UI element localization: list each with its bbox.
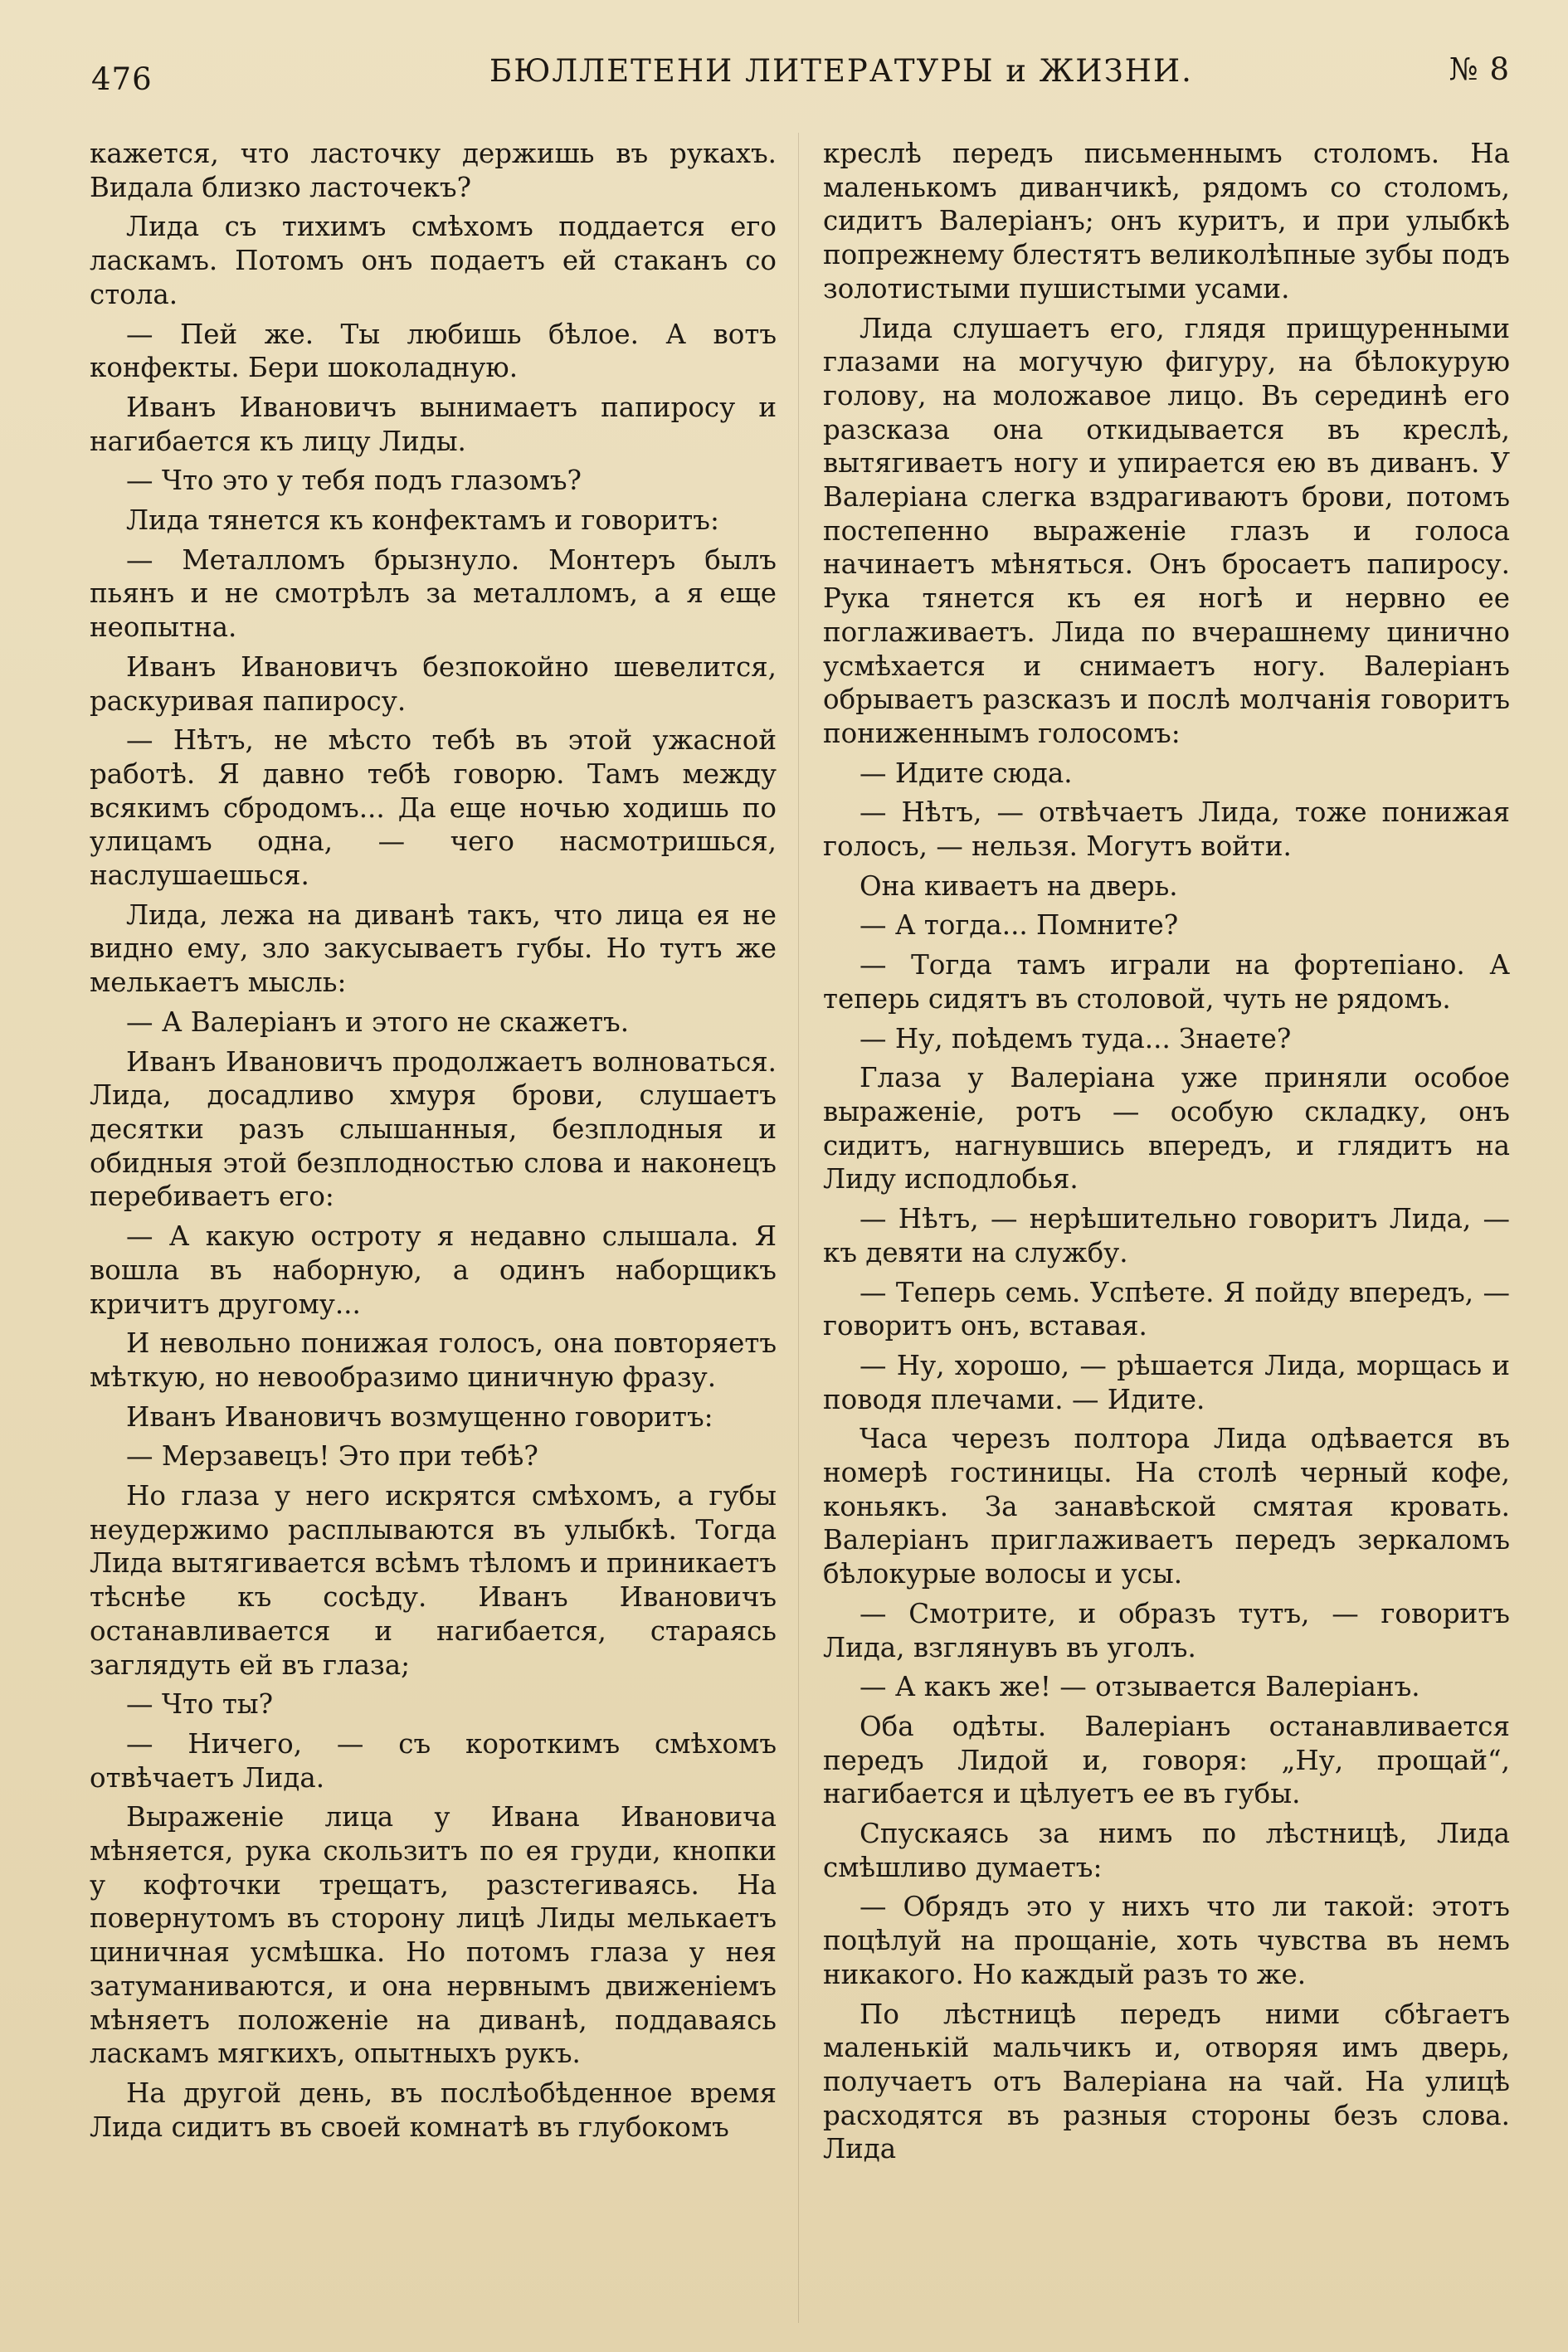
paragraph: На другой день, въ послѣобѣденное время Лида сидитъ въ своей комнатѣ въ глубокомъ <box>90 2077 777 2143</box>
paragraph: — Нѣтъ, — отвѣчаетъ Лида, тоже понижая голосъ, — нельзя. Могутъ войти. <box>823 796 1510 863</box>
paragraph: — Идите сюда. <box>859 757 1073 789</box>
paragraph: — Мерзавецъ! Это при тебѣ? <box>126 1440 538 1473</box>
paragraph: Спускаясь за нимъ по лѣстницѣ, Лида смѣшливо думаетъ: <box>823 1818 1510 1883</box>
paragraph: Лида съ тихимъ смѣхомъ поддается его ласкамъ. Потомъ онъ подаетъ ей стаканъ со стола. <box>90 211 777 310</box>
paragraph: — А тогда... Помните? <box>859 909 1179 942</box>
paragraph: Лида тянется къ конфектамъ и говоритъ: <box>126 504 719 537</box>
paragraph: — А какъ же! — отзывается Валеріанъ. <box>859 1671 1420 1703</box>
paragraph: — Нѣтъ, — нерѣшительно говоритъ Лида, — къ девяти на службу. <box>823 1203 1510 1269</box>
paragraph: креслѣ передъ письменнымъ столомъ. На маленькомъ диванчикѣ, рядомъ со столомъ, сидитъ Валеріанъ; онъ куритъ, и при улыбкѣ попрежнему блестятъ великолѣпные зубы подъ золотистыми пушистыми усами. <box>823 138 1510 304</box>
journal-title: БЮЛЛЕТЕНИ ЛИТЕРАТУРЫ и ЖИЗНИ. <box>489 53 1193 89</box>
paragraph: Но глаза у него искрятся смѣхомъ, а губы неудержимо расплываются въ улыбкѣ. Тогда Лида вытягивается всѣмъ тѣломъ и приникаетъ тѣснѣе къ сосѣду. Иванъ Ивановичъ останавливается и нагибается, стараясь заглядуть ей въ глаза; <box>90 1480 777 1681</box>
paragraph: — Теперь семь. Успѣете. Я пойду впередъ, — говоритъ онъ, вставая. <box>823 1276 1510 1342</box>
paragraph: Лида слушаетъ его, глядя прищуренными глазами на могучую фигуру, на бѣлокурую голову, на моложавое лицо. Въ серединѣ его разсказа она откидывается въ креслѣ, вытягиваетъ ногу и упирается ею въ диванъ. У Валеріана слегка вздрагиваютъ брови, потомъ постепенно выраженіе глазъ и голоса начинаетъ мѣняться. Онъ бросаетъ папиросу. Рука тянется къ ея ногѣ и нервно ее поглаживаетъ. Лида по вчерашнему цинично усмѣхается и снимаетъ ногу. Валеріанъ обрываетъ разсказъ и послѣ молчанія говоритъ пониженнымъ голосомъ: <box>823 312 1510 749</box>
paragraph: — Обрядъ это у нихъ что ли такой: этотъ поцѣлуй на прощаніе, хоть чувства въ немъ никакого. Но каждый разъ то же. <box>823 1891 1510 1990</box>
paragraph: — Ничего, — съ короткимъ смѣхомъ отвѣчаетъ Лида. <box>90 1727 777 1794</box>
paragraph: — Нѣтъ, не мѣсто тебѣ въ этой ужасной работѣ. Я давно тебѣ говорю. Тамъ между всякимъ сбродомъ... Да еще ночью ходишь по улицамъ одна, — чего насмотришься, наслушаешься. <box>90 724 777 892</box>
paragraph: Лида, лежа на диванѣ такъ, что лица ея не видно ему, зло закусываетъ губы. Но тутъ же мелькаетъ мысль: <box>90 898 777 999</box>
paragraph: Оба одѣты. Валеріанъ останавливается передъ Лидой и, говоря: „Ну, прощай“, нагибается и цѣлуетъ ее въ губы. <box>823 1710 1510 1810</box>
paragraph: — Смотрите, и образъ тутъ, — говоритъ Лида, взглянувъ въ уголъ. <box>823 1597 1510 1663</box>
right-column <box>823 137 1510 2172</box>
column-divider <box>798 133 799 2323</box>
paragraph: Выраженіе лица у Ивана Ивановича мѣняется, рука скользитъ по ея груди, кнопки у кофточки трещатъ, разстегиваясь. На повернутомъ въ сторону лицѣ Лиды мелькаетъ циничная усмѣшка. Но потомъ глаза у нея затуманиваются, и она нервнымъ движеніемъ мѣняетъ положеніе на диванѣ, поддаваясь ласкамъ мягкихъ, опытныхъ рукъ. <box>90 1801 777 2070</box>
paragraph: — Что это у тебя подъ глазомъ? <box>126 465 582 497</box>
paragraph: — Ну, хорошо, — рѣшается Лида, морщась и поводя плечами. — Идите. <box>823 1349 1510 1415</box>
left-column <box>90 137 777 2150</box>
issue-number: № 8 <box>1449 51 1510 87</box>
paragraph: По лѣстницѣ передъ ними сбѣгаетъ маленькій мальчикъ и, отворяя имъ дверь, получаетъ отъ Валеріана на чай. На улицѣ расходятся въ разныя стороны безъ слова. Лида <box>823 1998 1510 2165</box>
paragraph: Иванъ Ивановичъ вынимаетъ папиросу и нагибается къ лицу Лиды. <box>90 391 777 457</box>
paragraph: Иванъ Ивановичъ безпокойно шевелится, раскуривая папиросу. <box>90 650 777 717</box>
paragraph: — Пей же. Ты любишь бѣлое. А вотъ конфекты. Бери шоколадную. <box>90 318 777 384</box>
page-number: 476 <box>91 61 153 97</box>
paragraph: кажется, что ласточку держишь въ рукахъ. Видала близко ласточекъ? <box>90 138 777 203</box>
paragraph: — Ну, поѣдемъ туда... Знаете? <box>859 1022 1292 1054</box>
page-header <box>91 46 1510 96</box>
paragraph: Иванъ Ивановичъ возмущенно говоритъ: <box>126 1400 713 1433</box>
paragraph: Она киваетъ на дверь. <box>859 869 1178 902</box>
paragraph: — Что ты? <box>126 1688 274 1721</box>
paragraph: Глаза у Валеріана уже приняли особое выраженіе, ротъ — особую складку, онъ сидитъ, нагнувшись впередъ, и глядитъ на Лиду исподлобья. <box>823 1062 1510 1195</box>
paragraph: Иванъ Ивановичъ продолжаетъ волноваться. Лида, досадливо хмуря брови, слушаетъ десятки разъ слышанныя, безплодныя и обидныя этой безплодностью слова и наконецъ перебиваетъ его: <box>90 1045 777 1213</box>
paragraph: — Металломъ брызнуло. Монтеръ былъ пьянъ и не смотрѣлъ за металломъ, а я еще неопытна. <box>90 543 777 644</box>
paragraph: — Тогда тамъ играли на фортепіано. А теперь сидятъ въ столовой, чуть не рядомъ. <box>823 949 1510 1015</box>
paragraph: — А какую остроту я недавно слышала. Я вошла въ наборную, а одинъ наборщикъ кричитъ другому... <box>90 1220 777 1320</box>
paragraph: И невольно понижая голосъ, она повторяетъ мѣткую, но невообразимо циничную фразу. <box>90 1327 777 1393</box>
paragraph: Часа черезъ полтора Лида одѣвается въ номерѣ гостиницы. На столѣ черный кофе, коньякъ. За занавѣской смятая кровать. Валеріанъ приглаживаетъ передъ зеркаломъ бѣлокурые волосы и усы. <box>823 1423 1510 1590</box>
paragraph: — А Валеріанъ и этого не скажетъ. <box>126 1006 630 1038</box>
